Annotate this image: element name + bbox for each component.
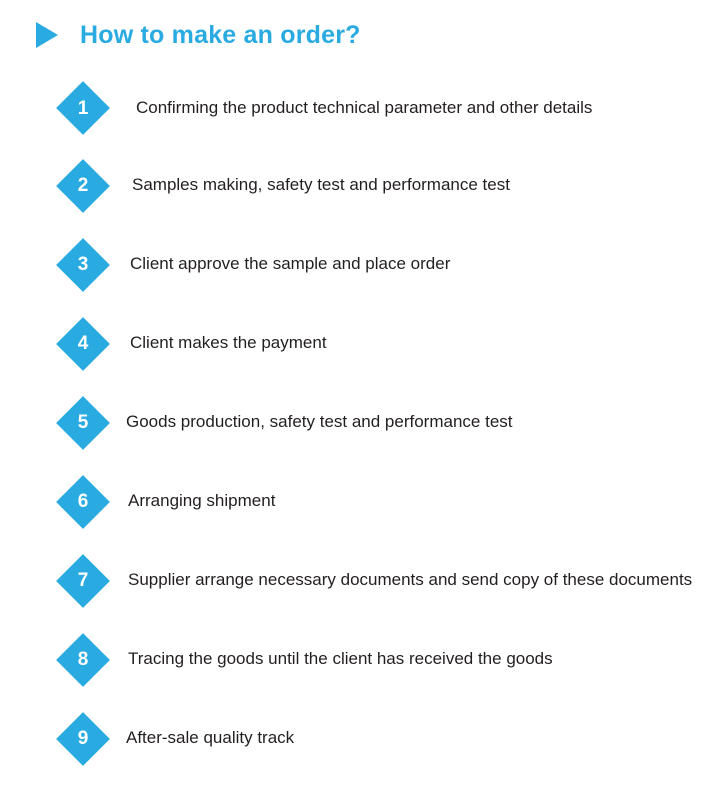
step-number: 8 <box>77 649 89 670</box>
list-item <box>56 383 724 462</box>
step-number: 3 <box>77 254 89 275</box>
step-description: Client makes the payment <box>130 333 327 353</box>
step-number-badge <box>56 238 110 292</box>
step-description: Arranging shipment <box>128 491 276 511</box>
step-number-badge <box>56 712 110 766</box>
step-number: 6 <box>77 491 89 512</box>
step-number: 7 <box>77 570 89 591</box>
list-item <box>56 304 724 383</box>
triangle-right-icon <box>36 22 58 48</box>
step-number-badge <box>56 633 110 687</box>
list-item <box>56 225 724 304</box>
list-item <box>56 146 724 225</box>
steps-list <box>0 70 724 778</box>
list-item <box>56 70 724 146</box>
step-number: 5 <box>77 412 89 433</box>
step-description: Confirming the product technical parameter and other details <box>136 97 593 117</box>
step-number-badge <box>56 81 110 135</box>
step-number-badge <box>56 317 110 371</box>
step-description: Goods production, safety test and performance test <box>126 412 513 432</box>
step-description: Samples making, safety test and performance test <box>132 175 510 195</box>
step-number: 1 <box>77 97 89 119</box>
step-description: Tracing the goods until the client has received the goods <box>128 649 553 669</box>
step-description: After-sale quality track <box>126 728 295 748</box>
list-item <box>56 462 724 541</box>
step-description: Supplier arrange necessary documents and send copy of these documents <box>128 570 693 590</box>
list-item <box>56 620 724 699</box>
step-description: Client approve the sample and place order <box>130 254 451 274</box>
list-item <box>56 699 724 778</box>
page-title: How to make an order? <box>80 20 361 49</box>
step-number: 4 <box>77 333 89 354</box>
step-number: 2 <box>77 175 89 196</box>
step-number-badge <box>56 396 110 450</box>
step-number-badge <box>56 554 110 608</box>
step-number-badge <box>56 475 110 529</box>
step-number-badge <box>56 159 110 213</box>
step-number: 9 <box>77 728 89 749</box>
section-header <box>0 0 724 56</box>
list-item <box>56 541 724 620</box>
